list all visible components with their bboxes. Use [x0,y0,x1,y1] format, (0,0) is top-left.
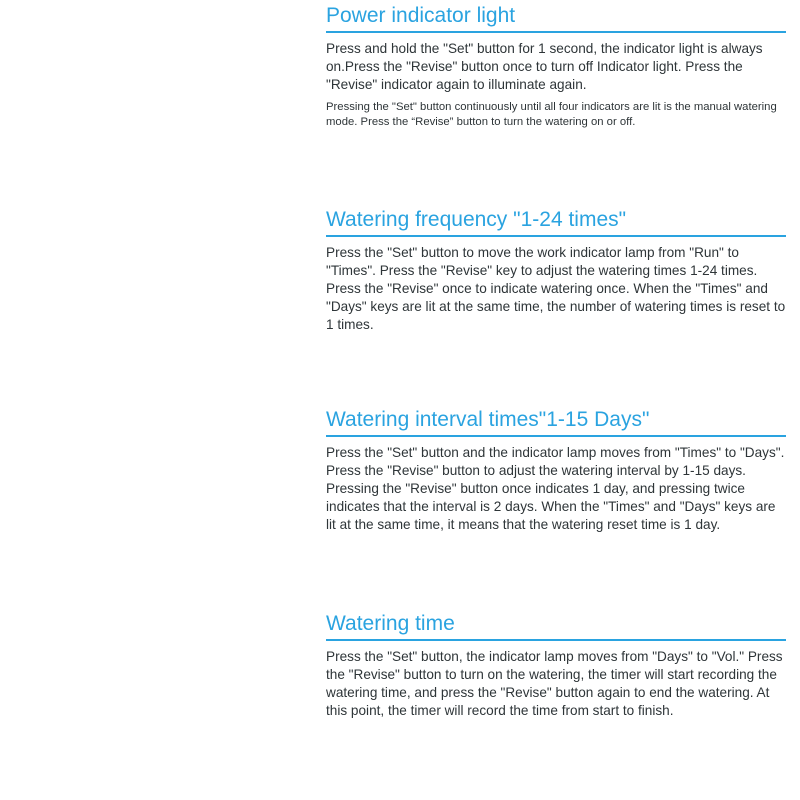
paragraph-watering-frequency-0: Press the "Set" button to move the work indicator lamp from "Run" to "Times". Press the "Revise" key to adjust the watering times 1-24 times. Press the "Revise" once to indicate watering once. When the "Times" and "Days" keys are lit at the same time, the number of watering times is reset to 1 times. [326,245,786,333]
section-separator [0,200,800,202]
heading-watering-interval-times: Watering interval times"1-15 Days" [326,408,786,437]
paragraph-power-indicator-light-1: Pressing the "Set" button continuously until all four indicators are lit is the manual watering mode. Press the “Revise” button to turn the watering on or off. [326,101,777,128]
paragraph-watering-interval-times-0: Press the "Set" button and the indicator lamp moves from "Times" to "Days". Press the "Revise" button to adjust the watering interval by 1-15 days. Pressing the "Revise" button once indicates 1 day, and pressing twice indicates that the interval is 2 days. When the "Times" and "Days" keys are lit at the same time, it means that the watering reset time is 1 day. [326,445,785,533]
text-panel-power-indicator-light [312,0,800,130]
section-watering-frequency [0,204,800,400]
section-watering-time [0,608,800,800]
paragraph-watering-time-0: Press the "Set" button, the indicator lamp moves from "Days" to "Vol." Press the "Revise" button to turn on the watering, the timer will start recording the watering time, and press the "Revise" button again to end the watering. At this point, the timer will record the time from start to finish. [326,649,783,719]
heading-watering-time: Watering time [326,612,786,641]
section-separator [0,400,800,402]
paragraph-power-indicator-light-0: Press and hold the "Set" button for 1 second, the indicator light is always on.Press the "Revise" button once to turn off Indicator light. Press the "Revise" indicator again to illuminate again. [326,41,763,93]
text-panel-watering-time [312,608,800,720]
section-power-indicator-light [0,0,800,200]
text-panel-watering-frequency [312,204,800,334]
heading-watering-frequency: Watering frequency "1-24 times" [326,208,786,237]
section-watering-interval-times [0,404,800,604]
heading-power-indicator-light: Power indicator light [326,4,786,33]
text-panel-watering-interval-times [312,404,800,534]
section-separator [0,604,800,606]
